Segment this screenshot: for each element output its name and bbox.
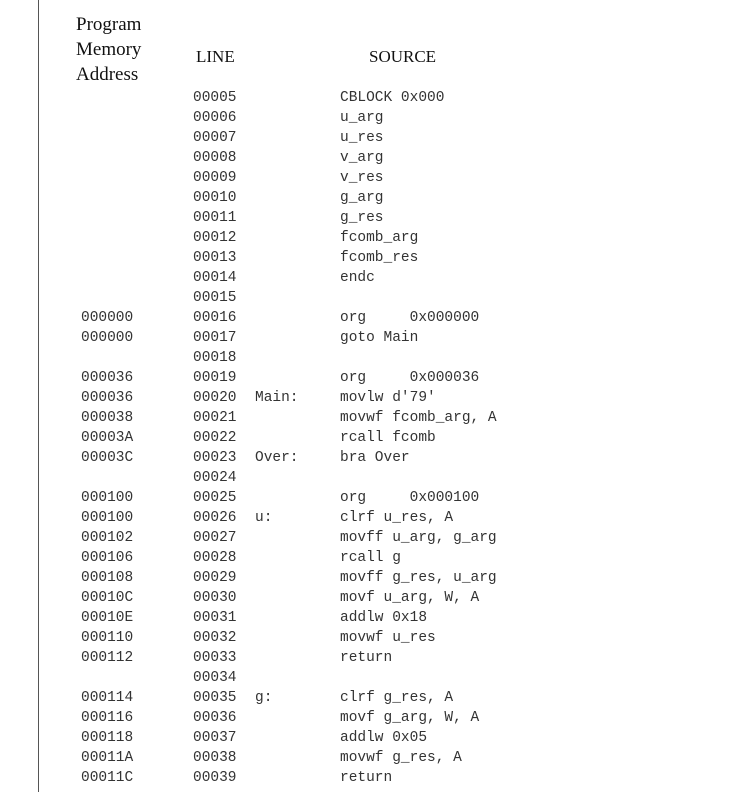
listing-row <box>0 128 738 148</box>
address-cell: 000036 <box>81 370 134 386</box>
line-number-cell: 00026 <box>193 510 237 526</box>
source-cell: CBLOCK 0x000 <box>340 90 445 106</box>
source-cell: movwf fcomb_arg, A <box>340 410 497 426</box>
listing-row <box>0 568 738 588</box>
source-cell: org 0x000100 <box>340 490 480 506</box>
line-number-cell: 00036 <box>193 710 237 726</box>
line-number-cell: 00025 <box>193 490 237 506</box>
line-number-cell: 00024 <box>193 470 237 486</box>
source-cell: movff g_res, u_arg <box>340 570 497 586</box>
line-number-cell: 00015 <box>193 290 237 306</box>
listing-row <box>0 108 738 128</box>
source-cell: v_res <box>340 170 384 186</box>
address-cell: 000100 <box>81 490 134 506</box>
line-number-cell: 00013 <box>193 250 237 266</box>
line-number-cell: 00029 <box>193 570 237 586</box>
address-cell: 000102 <box>81 530 134 546</box>
listing-row <box>0 508 738 528</box>
address-cell: 000118 <box>81 730 134 746</box>
source-cell: v_arg <box>340 150 384 166</box>
line-number-cell: 00031 <box>193 610 237 626</box>
address-cell: 000110 <box>81 630 134 646</box>
source-cell: goto Main <box>340 330 419 346</box>
source-cell: org 0x000000 <box>340 310 480 326</box>
listing-row <box>0 468 738 488</box>
source-cell: g_res <box>340 210 384 226</box>
source-cell: return <box>340 770 393 786</box>
source-cell: u_arg <box>340 110 384 126</box>
listing-row <box>0 668 738 688</box>
address-cell: 00003A <box>81 430 134 446</box>
address-cell: 000100 <box>81 510 134 526</box>
line-number-cell: 00005 <box>193 90 237 106</box>
address-cell: 00011C <box>81 770 134 786</box>
address-cell: 00003C <box>81 450 134 466</box>
listing-row <box>0 528 738 548</box>
label-cell: u: <box>255 510 273 526</box>
label-cell: Over: <box>255 450 299 466</box>
listing-row <box>0 308 738 328</box>
listing-row <box>0 148 738 168</box>
listing-row <box>0 748 738 768</box>
address-cell: 000000 <box>81 330 134 346</box>
address-cell: 000114 <box>81 690 134 706</box>
source-cell: movlw d'79' <box>340 390 436 406</box>
line-number-cell: 00035 <box>193 690 237 706</box>
source-cell: addlw 0x18 <box>340 610 428 626</box>
line-number-cell: 00007 <box>193 130 237 146</box>
header-address-line-2: Memory <box>76 39 142 60</box>
source-cell: addlw 0x05 <box>340 730 428 746</box>
address-cell: 000116 <box>81 710 134 726</box>
line-number-cell: 00030 <box>193 590 237 606</box>
line-number-cell: 00022 <box>193 430 237 446</box>
header-source: SOURCE <box>369 47 437 66</box>
listing-row <box>0 708 738 728</box>
listing-row <box>0 688 738 708</box>
listing-row <box>0 388 738 408</box>
listing-row <box>0 168 738 188</box>
line-number-cell: 00019 <box>193 370 237 386</box>
header-address-line-3: Address <box>76 64 139 85</box>
source-cell: movff u_arg, g_arg <box>340 530 497 546</box>
source-cell: movf g_arg, W, A <box>340 710 480 726</box>
header-line: LINE <box>196 47 235 66</box>
source-cell: org 0x000036 <box>340 370 480 386</box>
listing-row <box>0 428 738 448</box>
line-number-cell: 00032 <box>193 630 237 646</box>
header-address-line-1: Program <box>76 14 142 35</box>
source-cell: movwf g_res, A <box>340 750 462 766</box>
address-cell: 000000 <box>81 310 134 326</box>
line-number-cell: 00033 <box>193 650 237 666</box>
line-number-cell: 00034 <box>193 670 237 686</box>
line-number-cell: 00039 <box>193 770 237 786</box>
address-cell: 00010E <box>81 610 134 626</box>
listing-row <box>0 488 738 508</box>
source-cell: rcall fcomb <box>340 430 436 446</box>
line-number-cell: 00020 <box>193 390 237 406</box>
line-number-cell: 00018 <box>193 350 237 366</box>
listing-row <box>0 648 738 668</box>
line-number-cell: 00011 <box>193 210 237 226</box>
line-number-cell: 00028 <box>193 550 237 566</box>
address-cell: 000108 <box>81 570 134 586</box>
line-number-cell: 00009 <box>193 170 237 186</box>
source-cell: movf u_arg, W, A <box>340 590 480 606</box>
line-number-cell: 00023 <box>193 450 237 466</box>
line-number-cell: 00006 <box>193 110 237 126</box>
source-cell: u_res <box>340 130 384 146</box>
listing-row <box>0 448 738 468</box>
source-cell: fcomb_res <box>340 250 419 266</box>
address-cell: 000112 <box>81 650 134 666</box>
address-cell: 00011A <box>81 750 134 766</box>
source-cell: endc <box>340 270 375 286</box>
source-cell: return <box>340 650 393 666</box>
label-cell: g: <box>255 690 273 706</box>
source-cell: movwf u_res <box>340 630 436 646</box>
line-number-cell: 00010 <box>193 190 237 206</box>
line-number-cell: 00008 <box>193 150 237 166</box>
line-number-cell: 00037 <box>193 730 237 746</box>
line-number-cell: 00014 <box>193 270 237 286</box>
line-number-cell: 00016 <box>193 310 237 326</box>
listing-row <box>0 588 738 608</box>
line-number-cell: 00017 <box>193 330 237 346</box>
listing-row <box>0 628 738 648</box>
source-cell: bra Over <box>340 450 410 466</box>
listing-row <box>0 248 738 268</box>
listing-row <box>0 328 738 348</box>
listing-row <box>0 608 738 628</box>
listing-row <box>0 728 738 748</box>
listing-row <box>0 408 738 428</box>
source-cell: clrf g_res, A <box>340 690 454 706</box>
address-cell: 000038 <box>81 410 134 426</box>
listing-row <box>0 188 738 208</box>
line-number-cell: 00038 <box>193 750 237 766</box>
listing-row <box>0 268 738 288</box>
line-number-cell: 00012 <box>193 230 237 246</box>
source-cell: clrf u_res, A <box>340 510 454 526</box>
listing-row <box>0 228 738 248</box>
address-cell: 000036 <box>81 390 134 406</box>
source-cell: g_arg <box>340 190 384 206</box>
listing-row <box>0 768 738 788</box>
source-cell: fcomb_arg <box>340 230 419 246</box>
line-number-cell: 00021 <box>193 410 237 426</box>
line-number-cell: 00027 <box>193 530 237 546</box>
listing-row <box>0 288 738 308</box>
listing-row <box>0 88 738 108</box>
address-cell: 00010C <box>81 590 134 606</box>
listing-row <box>0 548 738 568</box>
listing-row <box>0 208 738 228</box>
listing-row <box>0 348 738 368</box>
label-cell: Main: <box>255 390 299 406</box>
listing-row <box>0 368 738 388</box>
address-cell: 000106 <box>81 550 134 566</box>
source-cell: rcall g <box>340 550 401 566</box>
